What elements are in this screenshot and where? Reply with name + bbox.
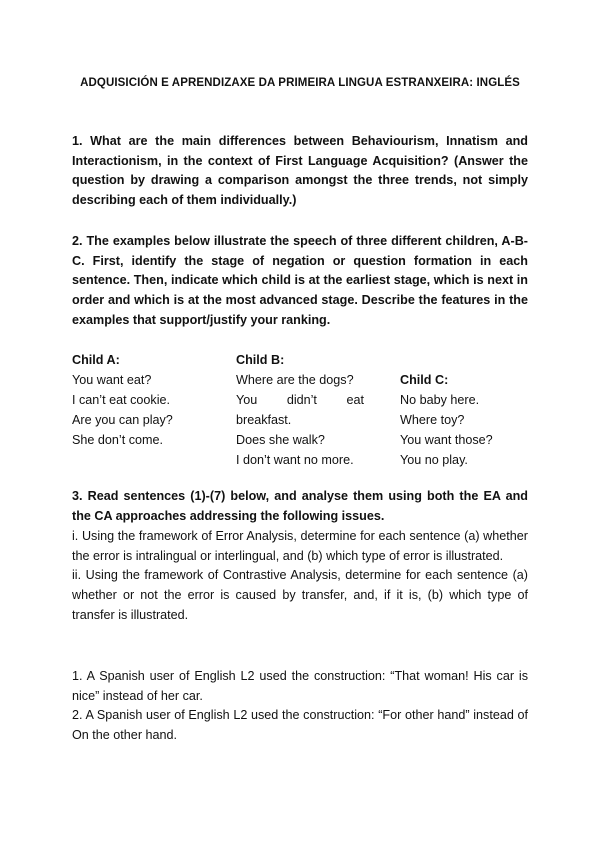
question-3-subparts xyxy=(72,527,528,626)
document-title: ADQUISICIÓN E APRENDIZAXE DA PRIMEIRA LINGUA ESTRANXEIRA: INGLÉS xyxy=(80,77,520,89)
child-c-header: Child C: xyxy=(400,373,449,387)
example-sentence-2: 2. A Spanish user of English L2 used the construction: “For other hand” instead of On the other hand. xyxy=(72,708,528,743)
child-b-utterance-justified xyxy=(236,390,364,410)
question-3-part-ii: ii. Using the framework of Contrastive Analysis, determine for each sentence (a) whether or not the error is caused by transfer, and, if it is, (b) which type of transfer is illustrated. xyxy=(72,568,528,622)
child-c-column xyxy=(400,370,530,470)
child-c-utterance: Where toy? xyxy=(400,413,465,427)
child-a-utterance: Are you can play? xyxy=(72,413,173,427)
child-b-word: didn’t xyxy=(286,393,317,407)
example-sentence-1: 1. A Spanish user of English L2 used the construction: “That woman! His car is nice” instead of her car. xyxy=(72,669,528,703)
child-b-header: Child B: xyxy=(236,353,285,367)
child-c-utterance: You want those? xyxy=(400,433,493,447)
question-2: 2. The examples below illustrate the speech of three different children, A-B-C. First, identify the stage of negation or question formation in each sentence. Then, indicate which child is at the earliest stage, which is next in order and which is at the most advanced stage. Describe the features in the examples that support/justify your ranking. xyxy=(72,234,528,327)
child-a-header: Child A: xyxy=(72,353,120,367)
child-b-utterance: Does she walk? xyxy=(236,433,325,447)
child-a-column xyxy=(72,350,222,450)
child-c-utterance: You no play. xyxy=(400,453,468,467)
child-c-utterance: No baby here. xyxy=(400,393,480,407)
child-b-word: eat xyxy=(346,393,364,407)
question-3-part-i: i. Using the framework of Error Analysis, determine for each sentence (a) whether the error is intralingual or interlingual, and (b) which type of error is illustrated. xyxy=(72,529,528,563)
child-a-utterance: You want eat? xyxy=(72,373,152,387)
example-sentences xyxy=(72,667,528,746)
child-a-utterance: I can’t eat cookie. xyxy=(72,393,171,407)
child-b-utterance: Where are the dogs? xyxy=(236,373,354,387)
child-b-utterance: I don’t want no more. xyxy=(236,453,354,467)
child-b-word: You xyxy=(236,393,258,407)
question-3: 3. Read sentences (1)-(7) below, and analyse them using both the EA and the CA approaches addressing the following issues. xyxy=(72,489,528,523)
question-1: 1. What are the main differences between Behaviourism, Innatism and Interactionism, in the context of First Language Acquisition? (Answer the question by drawing a comparison amongst the three trends, not simply describing each of them individually.) xyxy=(72,134,528,208)
child-b-utterance: breakfast. xyxy=(236,413,292,427)
child-b-column xyxy=(236,350,366,470)
child-a-utterance: She don’t come. xyxy=(72,433,164,447)
